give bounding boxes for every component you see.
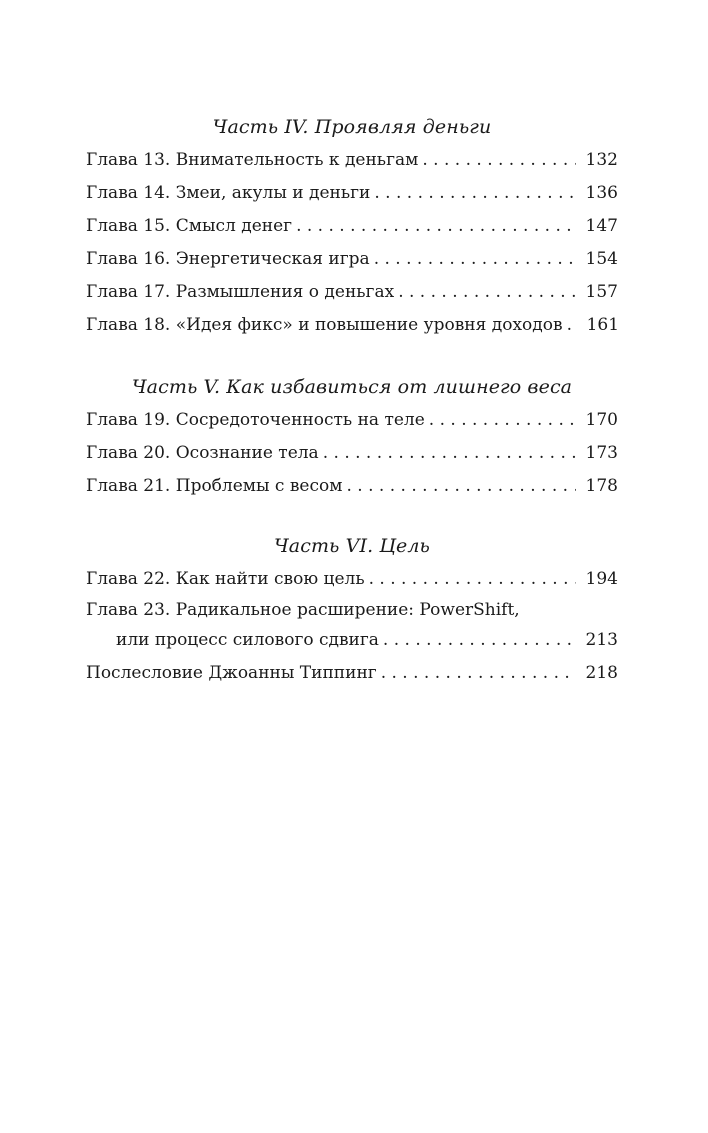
dot-leader xyxy=(381,657,576,690)
section-title-part-5: Часть V. Как избавиться от лишнего веса xyxy=(131,376,573,398)
toc-entry-page: 132 xyxy=(585,150,618,170)
toc-entry-page: 136 xyxy=(585,183,618,203)
toc-entry[interactable] xyxy=(86,177,618,210)
toc-entry-label: Глава 19. Сосредоточенность на теле xyxy=(86,410,425,430)
toc-entry-page: 147 xyxy=(585,216,618,236)
toc-entry-label-line2: или процесс силового сдвига xyxy=(116,630,379,650)
dot-leader xyxy=(369,563,576,596)
toc-entry-page: 213 xyxy=(585,630,618,650)
toc-entry-page: 170 xyxy=(585,410,618,430)
toc-entry-label: Глава 18. «Идея фикс» и повышение уровня доходов xyxy=(86,315,563,335)
toc-entry-page: 154 xyxy=(585,249,618,269)
toc-entry-label: Глава 14. Змеи, акулы и деньги xyxy=(86,183,371,203)
toc-entry[interactable] xyxy=(86,470,618,503)
section-title-part-4: Часть IV. Проявляя деньги xyxy=(212,116,492,138)
toc-entry-page: 218 xyxy=(585,663,618,683)
toc-entry[interactable] xyxy=(86,276,618,309)
dot-leader xyxy=(346,470,575,503)
toc-entry-label: Глава 21. Проблемы с весом xyxy=(86,476,343,496)
toc-entry-page: 194 xyxy=(585,569,618,589)
toc-entry-label: Глава 15. Смысл денег xyxy=(86,216,293,236)
toc-entry-label: Послесловие Джоанны Типпинг xyxy=(86,663,377,683)
toc-entry-label-line1: Глава 23. Радикальное расширение: PowerShift, xyxy=(86,600,520,620)
dot-leader xyxy=(296,210,575,243)
dot-leader xyxy=(398,276,575,309)
toc-entry-label: Глава 17. Размышления о деньгах xyxy=(86,282,395,302)
toc-entry-page: 178 xyxy=(585,476,618,496)
toc-entry-label: Глава 13. Внимательность к деньгам xyxy=(86,150,419,170)
toc-entry[interactable] xyxy=(86,243,618,276)
dot-leader xyxy=(323,437,576,470)
toc-entry-label: Глава 22. Как найти свою цель xyxy=(86,569,365,589)
toc-entry[interactable] xyxy=(86,437,618,470)
toc-entry[interactable] xyxy=(86,404,618,437)
table-of-contents xyxy=(86,110,618,690)
toc-entry[interactable] xyxy=(86,657,618,690)
dot-leader xyxy=(374,177,575,210)
toc-entry[interactable] xyxy=(86,309,618,342)
dot-leader xyxy=(374,243,576,276)
dot-leader xyxy=(429,404,576,437)
toc-entry[interactable] xyxy=(86,144,618,177)
toc-entry[interactable] xyxy=(86,563,618,596)
toc-entry-page: 157 xyxy=(585,282,618,302)
section-title-part-6: Часть VI. Цель xyxy=(273,535,431,557)
toc-entry-multiline[interactable] xyxy=(86,596,618,657)
dot-leader xyxy=(422,144,575,177)
dot-leader xyxy=(567,309,577,342)
toc-entry-page: 173 xyxy=(585,443,618,463)
dot-leader xyxy=(383,624,576,657)
toc-entry-label: Глава 16. Энергетическая игра xyxy=(86,249,370,269)
toc-entry-continuation xyxy=(86,624,618,657)
toc-entry-page: 161 xyxy=(586,315,620,335)
toc-entry[interactable] xyxy=(86,210,618,243)
toc-entry-label: Глава 20. Осознание тела xyxy=(86,443,319,463)
